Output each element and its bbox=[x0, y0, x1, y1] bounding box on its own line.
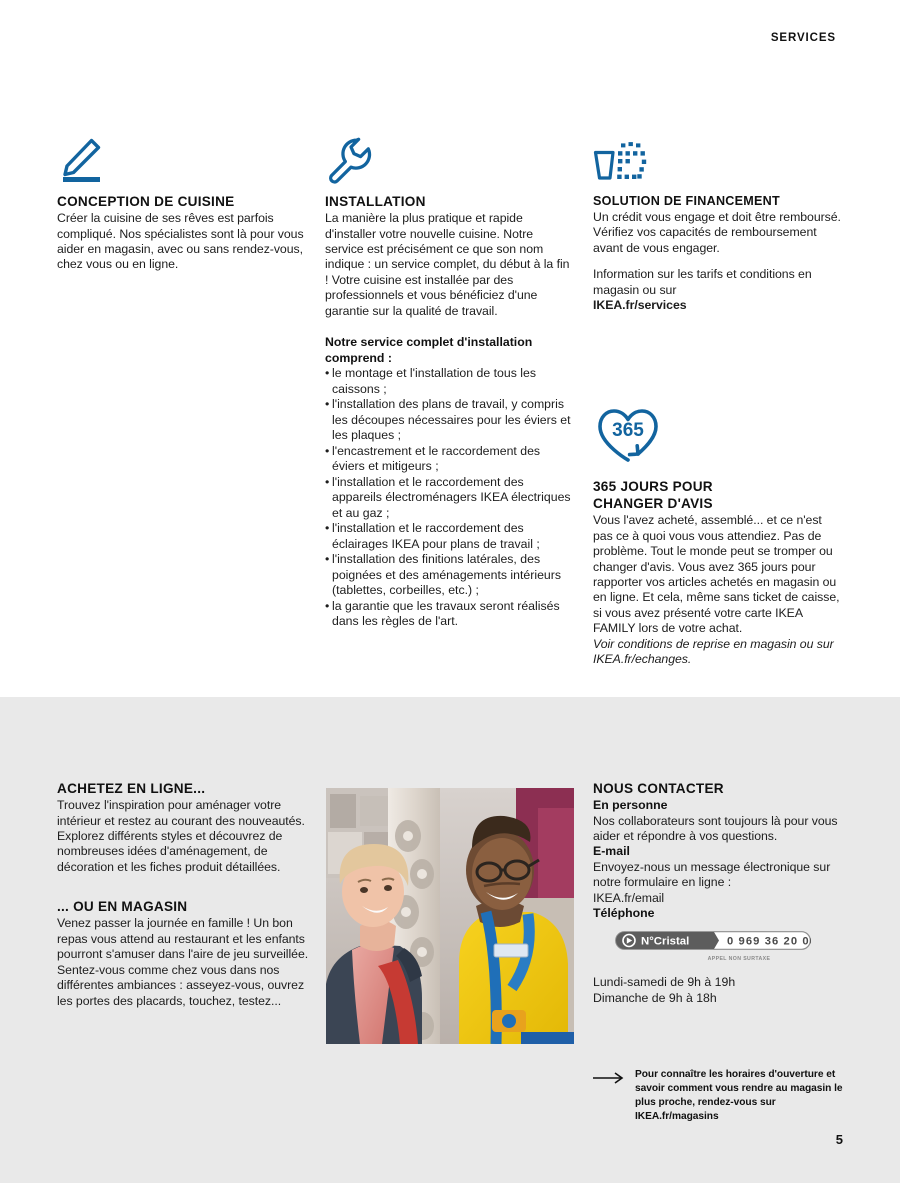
list-item: • l'installation des plans de travail, y compris les découpes nécessaires pour les éviers et les plaques ; bbox=[325, 397, 573, 443]
opening-hours-sunday: Dimanche de 9h à 18h bbox=[593, 990, 717, 1005]
returns-title-line1: 365 JOURS POUR bbox=[593, 479, 713, 494]
footnote-text: Pour connaître les horaires d'ouverture et savoir comment vous rendre au magasin le plus proche, rendez-vous sur IKEA.fr/magasins bbox=[635, 1069, 843, 1123]
service-column-installation bbox=[325, 128, 573, 630]
service-column-kitchen-design bbox=[57, 128, 305, 273]
wrench-icon bbox=[325, 128, 573, 184]
contact-email-body: Envoyez-nous un message électronique sur notre formulaire en ligne : bbox=[593, 859, 831, 890]
contact-phone-heading: Téléphone bbox=[593, 906, 655, 921]
list-item: • l'encastrement et le raccordement des éviers et mitigeurs ; bbox=[325, 444, 573, 475]
section-title: CONCEPTION DE CUISINE bbox=[57, 194, 235, 209]
coworker-customer-photo bbox=[326, 788, 574, 1044]
shop-online-body: Trouvez l'inspiration pour aménager votre intérieur et restez au courant des nouveautés. Explorez différents styles et découvrez de nombreuses idées d'aménagement, de décoration et les fiches produit détaillées. bbox=[57, 798, 305, 874]
section-body: La manière la plus pratique et rapide d'installer votre nouvelle cuisine. Notre service est précisément ce que son nom indique : un service complet, du début à la fin ! Votre cuisine est installée par des professionnels et vous bénéficiez d'une garantie sur la qualité de travail. bbox=[325, 211, 570, 318]
list-item: • l'installation des finitions latérales, des poignées et des aménagements intérieurs (tablettes, corbeilles, etc.) ; bbox=[325, 552, 573, 598]
installation-list-heading: Notre service complet d'installation comprend : bbox=[325, 335, 533, 365]
store-hours-footnote bbox=[593, 1068, 855, 1124]
section-body: Un crédit vous engage et doit être remboursé. Vérifiez vos capacités de remboursement avant de vous engager. bbox=[593, 209, 841, 255]
shop-online-title: ACHETEZ EN LIGNE... bbox=[57, 781, 206, 796]
heart-365-icon bbox=[593, 405, 841, 467]
shop-channels-block bbox=[57, 781, 310, 1009]
pencil-icon bbox=[57, 128, 305, 184]
service-column-returns bbox=[593, 405, 841, 668]
opening-hours-weekday: Lundi-samedi de 9h à 19h bbox=[593, 974, 736, 989]
financing-info: Information sur les tarifs et conditions en magasin ou sur bbox=[593, 267, 812, 297]
page-header-label: SERVICES bbox=[770, 32, 836, 44]
n-cristal-badge bbox=[615, 931, 811, 955]
service-column-financing bbox=[593, 128, 841, 314]
shop-store-body: Venez passer la journée en famille ! Un bon repas vous attend au restaurant et les enfants pourront s'amuser dans l'aire de jeu surveillée. Sentez-vous comme chez vous dans nos différentes ambiances : asseyez-vous, ouvrez les portes des placards, touchez, testez... bbox=[57, 916, 309, 1008]
returns-body: Vous l'avez acheté, assemblé... et ce n'est pas ce à quoi vous vous attendiez. Pas de problème. Tout le monde peut se tromper ou changer d'avis. Vous avez 365 jours pour rapporter vos articles achetés en magasin ou en ligne. Et cela, même sans ticket de caisse, si vous avez présenté votre carte IKEA FAMILY lors de votre achat. bbox=[593, 513, 840, 636]
shop-store-title: ... OU EN MAGASIN bbox=[57, 899, 188, 915]
section-title: INSTALLATION bbox=[325, 194, 426, 209]
list-item: • l'installation et le raccordement des éclairages IKEA pour plans de travail ; bbox=[325, 521, 573, 552]
returns-title-line2: CHANGER D'AVIS bbox=[593, 496, 713, 512]
list-item: • l'installation et le raccordement des appareils électroménagers IKEA électriques et au gaz ; bbox=[325, 475, 573, 521]
contact-in-person-body: Nos collaborateurs sont toujours là pour vous aider et répondre à vos questions. bbox=[593, 813, 838, 843]
list-item: • la garantie que les travaux seront réalisés dans les règles de l'art. bbox=[325, 599, 573, 630]
contact-block bbox=[593, 781, 843, 1007]
financing-link[interactable]: IKEA.fr/services bbox=[593, 298, 687, 313]
contact-email-link[interactable]: IKEA.fr/email bbox=[593, 890, 665, 905]
returns-note: Voir conditions de reprise en magasin ou sur IKEA.fr/echanges. bbox=[593, 636, 834, 667]
installation-list bbox=[325, 366, 573, 629]
heart-365-number: 365 bbox=[612, 420, 644, 441]
contact-in-person-heading: En personne bbox=[593, 798, 668, 813]
arrow-right-icon bbox=[593, 1068, 625, 1089]
section-title: SOLUTION DE FINANCEMENT bbox=[593, 194, 780, 208]
phone-number-text: 0 969 36 20 06 bbox=[727, 935, 811, 948]
n-cristal-note: APPEL NON SURTAXE bbox=[707, 955, 771, 962]
n-cristal-label: N°Cristal bbox=[641, 935, 690, 948]
section-body: Créer la cuisine de ses rêves est parfois compliqué. Nos spécialistes sont là pour vous aider en magasin, avec ou sans rendez-vous, chez vous ou en ligne. bbox=[57, 211, 304, 272]
page-number: 5 bbox=[835, 1132, 843, 1147]
contact-title: NOUS CONTACTER bbox=[593, 781, 724, 796]
contact-email-heading: E-mail bbox=[593, 844, 630, 859]
basket-dotted-icon bbox=[593, 128, 841, 184]
list-item: • le montage et l'installation de tous les caissons ; bbox=[325, 366, 573, 397]
